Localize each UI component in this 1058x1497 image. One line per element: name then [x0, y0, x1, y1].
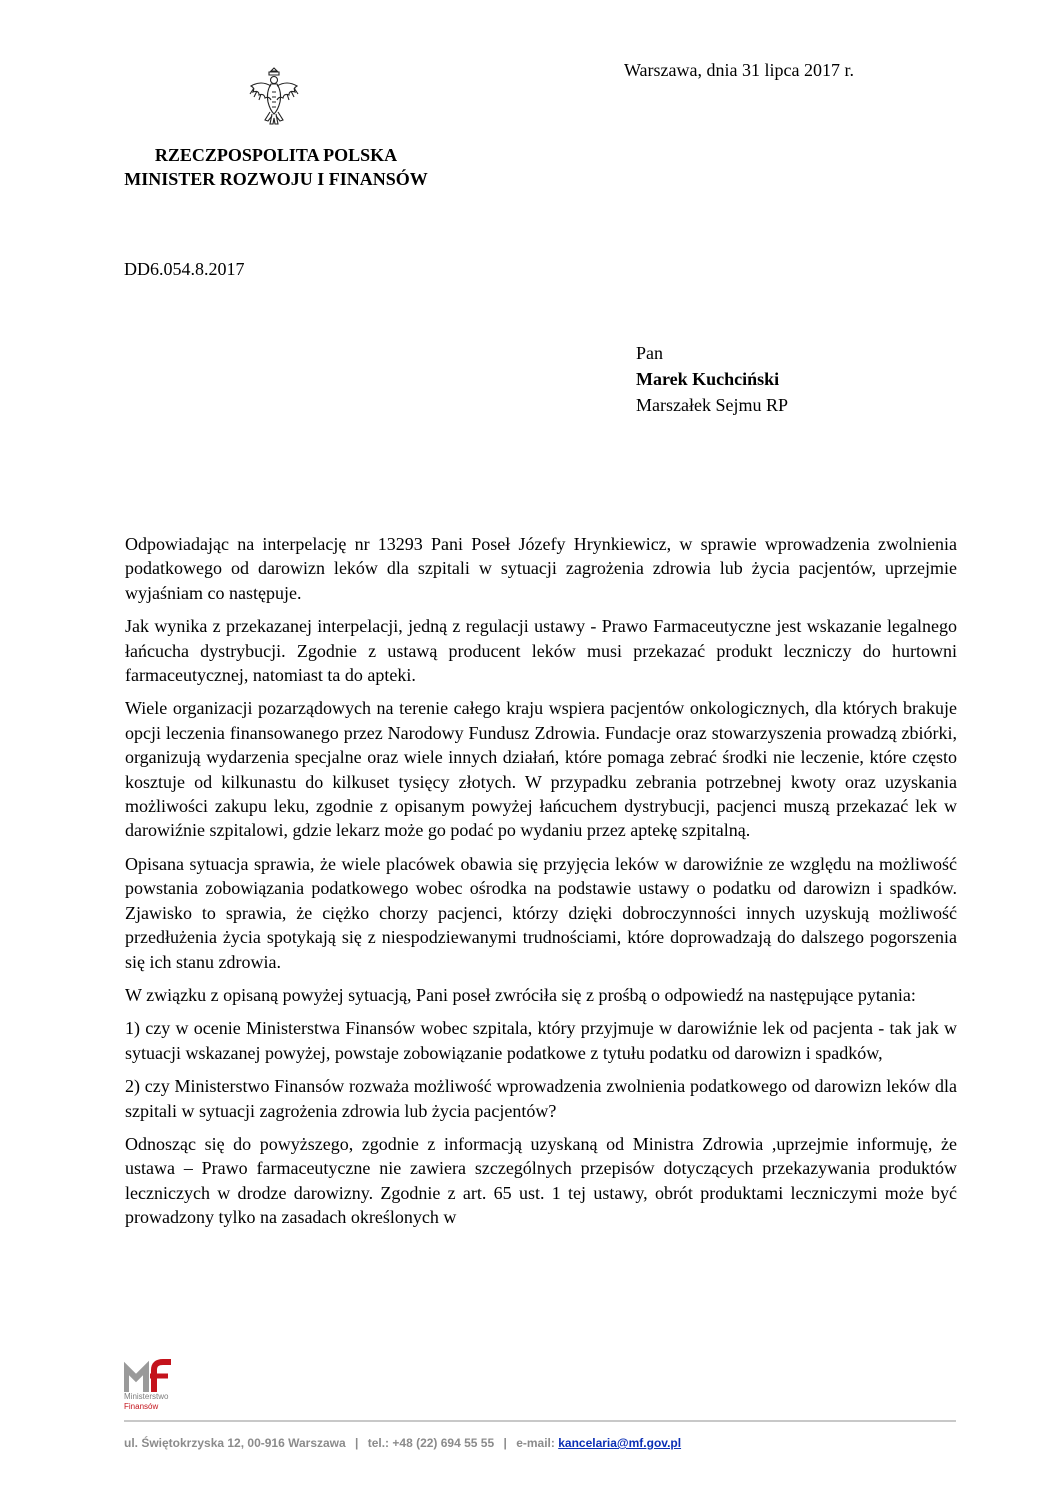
- letterhead: [96, 143, 456, 191]
- letterhead-country: RZECZPOSPOLITA POLSKA: [154, 145, 398, 165]
- ministry-logo-text: [124, 1392, 168, 1412]
- addressee-name: Marek Kuchciński: [636, 369, 780, 389]
- body-paragraph: Odpowiadając na interpelację nr 13293 Pani Poseł Józefy Hrynkiewicz, w sprawie wprowadzenia zwolnienia podatkowego od darowizn leków dla szpitali w sytuacji zagrożenia zdrowia lub życia pacjentów, uprzejmie wyjaśniam co następuje.: [125, 534, 957, 603]
- addressee-block: [636, 340, 788, 418]
- body-paragraph: Jak wynika z przekazanej interpelacji, jedną z regulacji ustawy - Prawo Farmaceutyczne jest wskazanie legalnego łańcucha dystrybucji. Zgodnie z ustawą producent leków musi przekazać produkt leczniczy do hurtowni farmaceutycznej, natomiast ta do apteki.: [125, 616, 957, 686]
- logo-line-finansow: Finansów: [124, 1402, 159, 1411]
- letterhead-minister: MINISTER ROZWOJU I FINANSÓW: [124, 169, 428, 189]
- logo-line-ministerstwo: Ministerstwo: [124, 1392, 169, 1401]
- body-paragraph: 1) czy w ocenie Ministerstwa Finansów wobec szpitala, który przyjmuje w darowiźnie lek od pacjenta - tak jak w sytuacji wskazanej powyżej, powstaje zobowiązanie podatkowe z tytułu podatku od darowizn i spadków,: [125, 1018, 957, 1063]
- footer-contact: [124, 1436, 681, 1450]
- footer-separator: |: [503, 1436, 507, 1450]
- footer-email-label: e-mail:: [516, 1436, 555, 1450]
- body-paragraph: Wiele organizacji pozarządowych na terenie całego kraju wspiera pacjentów onkologicznych, dla których brakuje opcji leczenia finansowanego przez Narodowy Fundusz Zdrowia. Fundacje oraz stowarzyszenia prowadzą zbiórki, organizują wydarzenia specjalne oraz wiele innych działań, które pomaga zebrać środki nie leczenie, które często kosztuje od kilkunastu do kilkuset tysięcy złotych. W przypadku zebrania potrzebnej kwoty oraz uzyskania możliwości zakupu leku, zgodnie z opisanym powyżej łańcuchem dystrybucji, pacjenci muszą przekazać lek w darowiźnie szpitalowi, gdzie lekarz może go podać po wydaniu przez aptekę szpitalną.: [125, 698, 957, 841]
- footer-separator: |: [355, 1436, 359, 1450]
- addressee-title: Marszałek Sejmu RP: [636, 395, 788, 415]
- body-paragraph: Odnosząc się do powyższego, zgodnie z informacją uzyskaną od Ministra Zdrowia ,uprzejmie informuję, że ustawa – Prawo farmaceutyczne nie zawiera szczególnych przepisów dotyczących przekazywania produktów leczniczych w drodze darowizny. Zgodnie z art. 65 ust. 1 tej ustawy, obrót produktami leczniczymi może być prowadzony tylko na zasadach określonych w: [125, 1133, 957, 1228]
- footer-address: ul. Świętokrzyska 12, 00-916 Warszawa: [124, 1436, 346, 1450]
- footer-divider: [124, 1420, 956, 1422]
- place-date: Warszawa, dnia 31 lipca 2017 r.: [624, 60, 854, 80]
- addressee-salutation: Pan: [636, 343, 663, 363]
- reference-number: DD6.054.8.2017: [124, 259, 245, 279]
- footer-email-link[interactable]: kancelaria@mf.gov.pl: [558, 1436, 682, 1450]
- body-paragraph: W związku z opisaną powyżej sytuacją, Pani poseł zwróciła się z prośbą o odpowiedź na następujące pytania:: [125, 984, 916, 1005]
- body-paragraph: 2) czy Ministerstwo Finansów rozważa możliwość wprowadzenia zwolnienia podatkowego od darowizn leków dla szpitali w sytuacji zagrożenia zdrowia lub życia pacjentów?: [125, 1076, 957, 1121]
- footer-phone: tel.: +48 (22) 694 55 55: [367, 1436, 495, 1450]
- body-paragraph: Opisana sytuacja sprawia, że wiele placówek obawia się przyjęcia leków w darowiźnie ze względu na możliwość powstania zobowiązania podatkowego wobec ośrodka na podstawie ustawy o podatku od darowizn i spadków. Zjawisko to sprawia, że ciężko chorzy pacjenci, którzy dzięki dobroczynności innych uzyskują możliwość przedłużenia życia spotykają się z niespodziewanymi trudnościami, które doprowadzają do dalszego pogorszenia się ich stanu zdrowia.: [125, 853, 957, 972]
- polish-eagle-emblem-icon: [244, 62, 304, 128]
- letter-body: [125, 532, 957, 1239]
